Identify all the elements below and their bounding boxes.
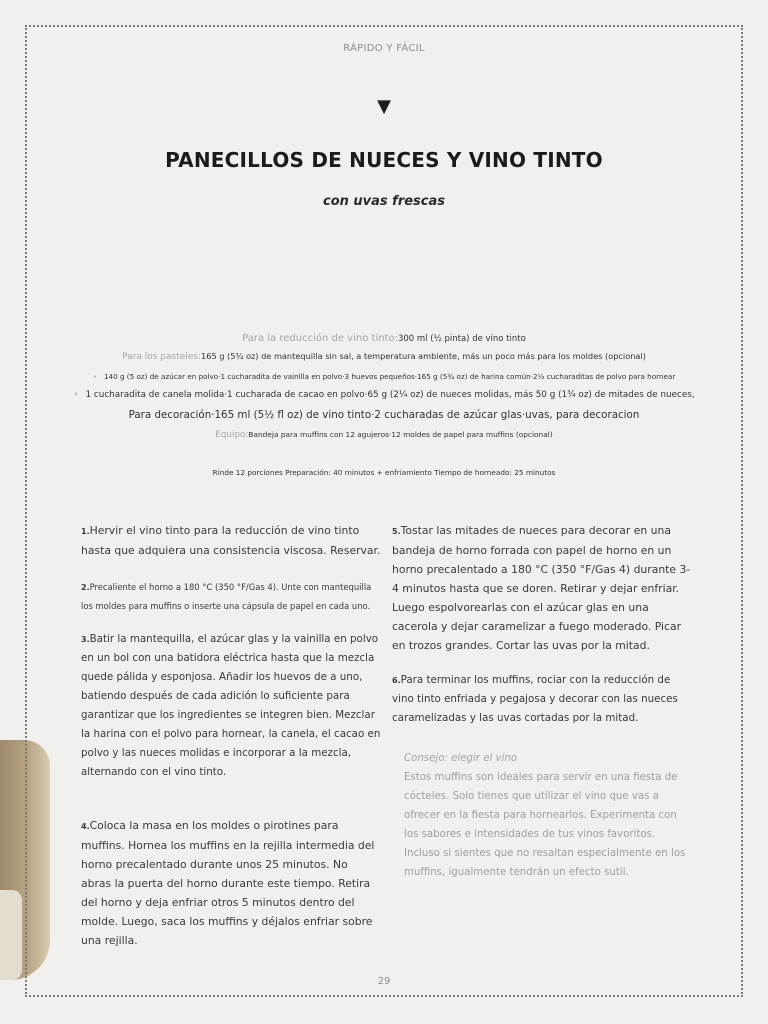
section-kicker: RÁPIDO Y FÁCIL xyxy=(343,43,425,54)
ingredients-decoration-text: Para decoración·165 ml (5½ fl oz) de vino tinto·2 cucharadas de azúcar glas·uvas, para decoracion xyxy=(128,409,640,421)
ingredients-reduction-value: 300 ml (½ pinta) de vino tinto xyxy=(397,334,526,344)
ingredients-cakes-line3 xyxy=(0,390,768,401)
equipment-value: Bandeja para muffins con 12 agujeros·12 moldes de papel para muffins (opcional) xyxy=(248,430,553,439)
step-5: 5.Tostar las mitades de nueces para decorar en una bandeja de horno forrada con papel de horno en un horno precalentado a 180 °C (350 °F/Gas 4) durante 3-4 minutos hasta que se doren. Retirar y dejar enfriar. Luego espolvorearlas con el azúcar glas en una cacerola y dejar caramelizar a fuego moderado. Picar en trozos grandes. Cortar las uvas por la mitad. xyxy=(392,524,691,652)
step-3: 3.Batir la mantequilla, el azúcar glas y la vainilla en polvo en un bol con una batidora eléctrica hasta que la mezcla quede pálida y esponjosa. Añadir los huevos de a uno, batiendo después de cada adición lo suficiente para garantizar que los ingredientes se integren bien. Mezclar la harina con el polvo para hornear, la canela, el cacao en polvo y las nueces molidas e incorporar a la mezcla, alternando con el vino tinto. xyxy=(81,632,381,778)
ingredients-reduction-label: Para la reducción de vino tinto: xyxy=(242,333,398,344)
tip-heading: Consejo: elegir el vino xyxy=(404,753,518,764)
recipe-title: PANECILLOS DE NUECES Y VINO TINTO xyxy=(165,148,603,172)
tip-box xyxy=(404,749,689,882)
step-4: 4.Coloca la masa en los moldes o pirotines para muffins. Hornea los muffins en la rejilla intermedia del horno precalentado durante unos 25 minutos. No abras la puerta del horno durante este tiempo. Retira del horno y deja enfriar otros 5 minutos dentro del molde. Luego, saca los muffins y déjalos enfriar sobre una rejilla. xyxy=(81,818,375,947)
ingredients-cakes-line2 xyxy=(0,373,768,382)
steps-left-column xyxy=(81,521,381,950)
step-2: 2.Precaliente el horno a 180 °C (350 °F/Gas 4). Unte con mantequilla los moldes para muffins o inserte una cápsula de papel en cada uno. xyxy=(81,582,372,612)
cupcake-photo-base xyxy=(0,890,22,980)
step-1: 1.Hervir el vino tinto para la reducción de vino tinto hasta que adquiera una consistencia viscosa. Reservar. xyxy=(81,524,381,557)
ingredients-decoration xyxy=(0,409,768,421)
recipe-subtitle: con uvas frescas xyxy=(322,194,446,209)
ingredients-line3-text: 1 cucharadita de canela molida·1 cucharada de cacao en polvo·65 g (2¼ oz) de nueces molidas, más 50 g (1¾ oz) de mitades de nueces, xyxy=(85,390,695,400)
yield-line: Rinde 12 porciones Preparación: 40 minutos + enfriamiento Tiempo de horneado: 25 minutos xyxy=(212,468,556,477)
ingredients-line2-text: 140 g (5 oz) de azúcar en polvo·1 cucharadita de vainilla en polvo·3 huevos pequeños·165 g (5¾ oz) de harina común·2½ cucharaditas de polvo para hornear xyxy=(103,372,676,381)
ingredients-reduction xyxy=(0,333,768,345)
steps-right-column xyxy=(392,521,692,728)
equipment-label: Equipo: xyxy=(215,430,249,440)
tip-text: Estos muffins son ideales para servir en una fiesta de cócteles. Solo tienes que utilizar el vino que vas a ofrecer en la fiesta para hornearlos. Experimenta con los sabores e intensidades de tus vinos favoritos. Incluso si sientes que no resaltan especialmente en los muffins, igualmente tendrán un efecto sutil. xyxy=(404,772,686,878)
page-number: 29 xyxy=(377,976,391,987)
bullet-icon: • xyxy=(92,372,97,381)
ingredients-cakes-value: 165 g (5¾ oz) de mantequilla sin sal, a temperatura ambiente, más un poco más para los moldes (opcional) xyxy=(201,351,646,361)
ingredients-cakes-label: Para los pasteles: xyxy=(122,352,202,362)
step-6: 6.Para terminar los muffins, rociar con la reducción de vino tinto enfriada y pegajosa y decorar con las nueces caramelizadas y las uvas cortadas por la mitad. xyxy=(392,674,678,724)
bullet-icon: • xyxy=(73,390,79,400)
ingredients-equipment xyxy=(0,430,768,441)
ingredients-cakes xyxy=(0,352,768,363)
down-triangle-icon: ▼ xyxy=(377,96,391,117)
